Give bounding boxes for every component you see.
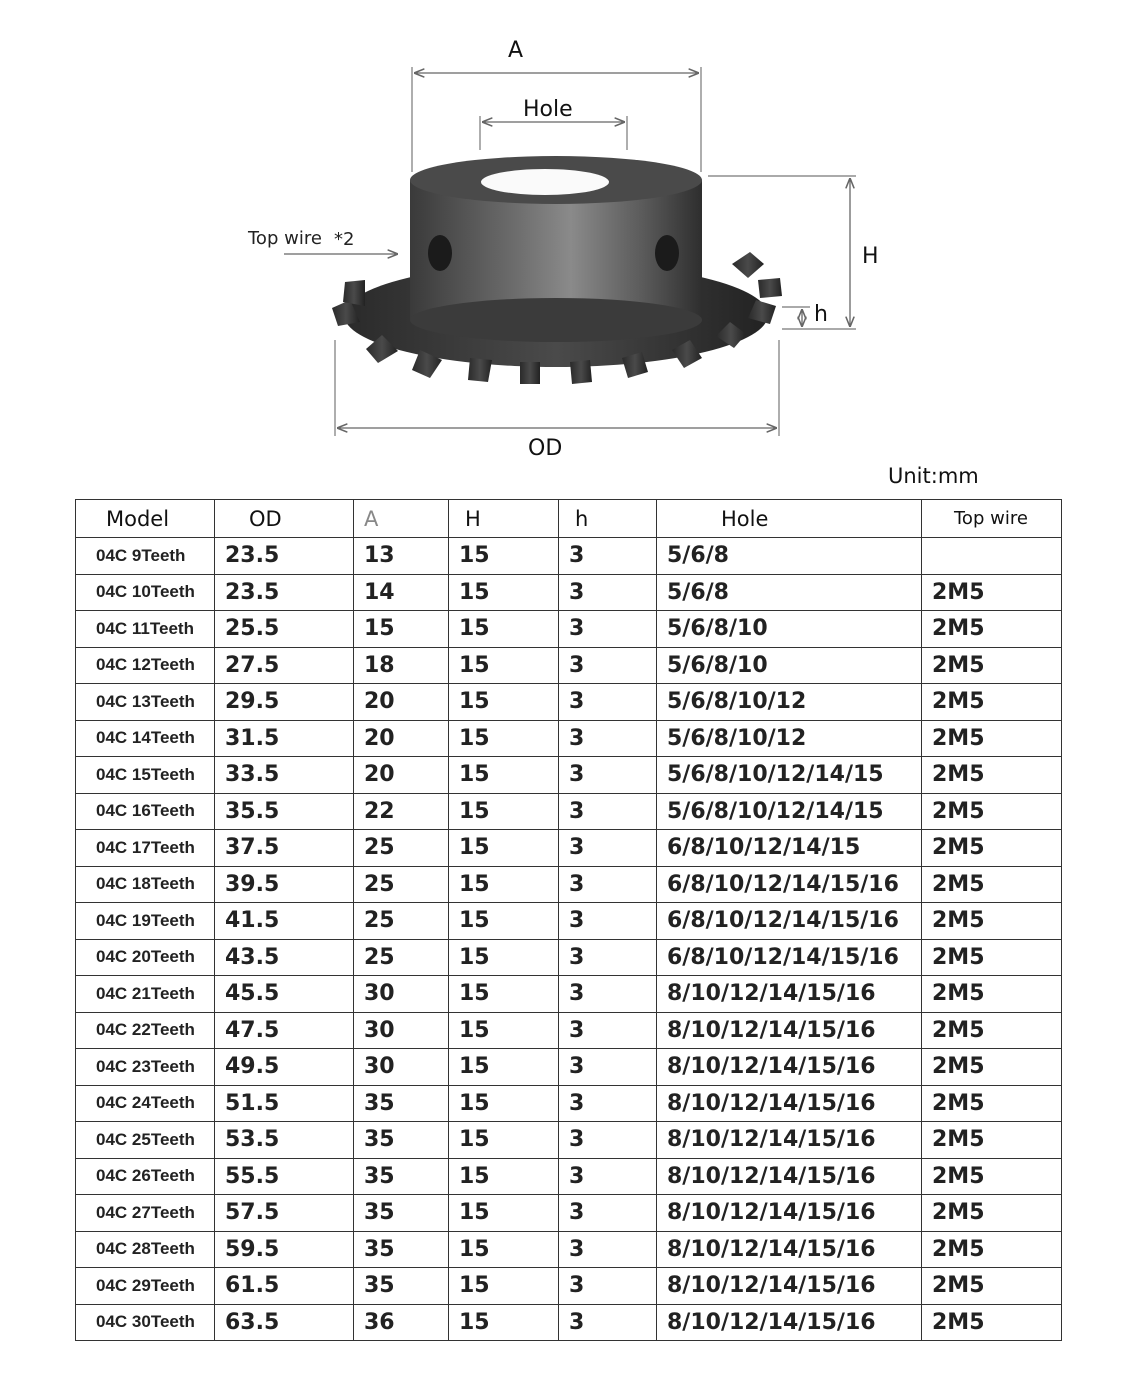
cell-top-wire: 2M5 <box>922 866 1062 903</box>
cell-hole: 5/6/8/10/12/14/15 <box>657 793 922 830</box>
cell-h: 3 <box>559 574 657 611</box>
cell-H: 15 <box>449 574 559 611</box>
cell-od: 35.5 <box>215 793 354 830</box>
cell-a: 25 <box>354 830 449 867</box>
cell-a: 20 <box>354 757 449 794</box>
cell-hole: 5/6/8 <box>657 574 922 611</box>
cell-top-wire: 2M5 <box>922 684 1062 721</box>
header-h: h <box>559 500 657 538</box>
cell-top-wire: 2M5 <box>922 830 1062 867</box>
cell-H: 15 <box>449 720 559 757</box>
header-hole: Hole <box>657 500 922 538</box>
dimension-h <box>782 302 828 327</box>
cell-model: 04C 25Teeth <box>76 1122 215 1159</box>
table-row <box>76 903 1062 940</box>
cell-model: 04C 30Teeth <box>76 1304 215 1341</box>
cell-h: 3 <box>559 1085 657 1122</box>
cell-H: 15 <box>449 903 559 940</box>
cell-hole: 5/6/8/10/12 <box>657 720 922 757</box>
table-row <box>76 1158 1062 1195</box>
table-header <box>76 500 1062 538</box>
cell-hole: 8/10/12/14/15/16 <box>657 1158 922 1195</box>
cell-a: 35 <box>354 1195 449 1232</box>
cell-model: 04C 19Teeth <box>76 903 215 940</box>
label-H: H <box>862 244 879 269</box>
cell-model: 04C 11Teeth <box>76 611 215 648</box>
cell-model: 04C 23Teeth <box>76 1049 215 1086</box>
cell-h: 3 <box>559 1012 657 1049</box>
cell-top-wire: 2M5 <box>922 1268 1062 1305</box>
cell-h: 3 <box>559 647 657 684</box>
cell-H: 15 <box>449 793 559 830</box>
sprocket-illustration <box>332 156 782 384</box>
cell-a: 25 <box>354 939 449 976</box>
cell-a: 25 <box>354 866 449 903</box>
cell-top-wire: 2M5 <box>922 757 1062 794</box>
cell-top-wire: 2M5 <box>922 1085 1062 1122</box>
cell-od: 49.5 <box>215 1049 354 1086</box>
cell-hole: 8/10/12/14/15/16 <box>657 1012 922 1049</box>
table-row <box>76 793 1062 830</box>
cell-od: 43.5 <box>215 939 354 976</box>
cell-a: 30 <box>354 976 449 1013</box>
cell-a: 14 <box>354 574 449 611</box>
cell-h: 3 <box>559 1158 657 1195</box>
sprocket-dimension-diagram <box>0 0 1134 470</box>
cell-od: 45.5 <box>215 976 354 1013</box>
cell-H: 15 <box>449 976 559 1013</box>
cell-H: 15 <box>449 1049 559 1086</box>
header-H: H <box>449 500 559 538</box>
cell-a: 36 <box>354 1304 449 1341</box>
table-row <box>76 1304 1062 1341</box>
cell-h: 3 <box>559 684 657 721</box>
cell-h: 3 <box>559 1231 657 1268</box>
cell-H: 15 <box>449 1268 559 1305</box>
label-od: OD <box>528 436 563 461</box>
cell-od: 61.5 <box>215 1268 354 1305</box>
cell-a: 35 <box>354 1231 449 1268</box>
cell-top-wire: 2M5 <box>922 939 1062 976</box>
cell-hole: 8/10/12/14/15/16 <box>657 1304 922 1341</box>
table-row <box>76 1195 1062 1232</box>
cell-hole: 8/10/12/14/15/16 <box>657 1231 922 1268</box>
cell-top-wire <box>922 538 1062 575</box>
cell-model: 04C 18Teeth <box>76 866 215 903</box>
cell-hole: 8/10/12/14/15/16 <box>657 1085 922 1122</box>
cell-a: 35 <box>354 1268 449 1305</box>
cell-h: 3 <box>559 1195 657 1232</box>
cell-hole: 5/6/8/10/12 <box>657 684 922 721</box>
cell-top-wire: 2M5 <box>922 1304 1062 1341</box>
cell-od: 29.5 <box>215 684 354 721</box>
header-top-wire: Top wire <box>922 500 1062 538</box>
cell-H: 15 <box>449 830 559 867</box>
cell-a: 18 <box>354 647 449 684</box>
specification-table <box>75 499 1062 1341</box>
cell-model: 04C 26Teeth <box>76 1158 215 1195</box>
cell-hole: 5/6/8/10 <box>657 611 922 648</box>
table-row <box>76 1122 1062 1159</box>
cell-top-wire: 2M5 <box>922 647 1062 684</box>
cell-hole: 6/8/10/12/14/15 <box>657 830 922 867</box>
cell-od: 59.5 <box>215 1231 354 1268</box>
bore-hole <box>481 169 609 195</box>
cell-a: 20 <box>354 684 449 721</box>
cell-a: 30 <box>354 1012 449 1049</box>
cell-H: 15 <box>449 1158 559 1195</box>
cell-hole: 8/10/12/14/15/16 <box>657 1195 922 1232</box>
cell-a: 35 <box>354 1158 449 1195</box>
set-screw-hole-right <box>655 235 679 271</box>
table-row <box>76 1268 1062 1305</box>
table-row <box>76 647 1062 684</box>
table-row <box>76 1085 1062 1122</box>
cell-h: 3 <box>559 903 657 940</box>
table-row <box>76 866 1062 903</box>
cell-h: 3 <box>559 830 657 867</box>
cell-top-wire: 2M5 <box>922 793 1062 830</box>
table-row <box>76 1012 1062 1049</box>
cell-od: 57.5 <box>215 1195 354 1232</box>
cell-H: 15 <box>449 538 559 575</box>
cell-top-wire: 2M5 <box>922 976 1062 1013</box>
cell-od: 25.5 <box>215 611 354 648</box>
cell-model: 04C 9Teeth <box>76 538 215 575</box>
cell-top-wire: 2M5 <box>922 903 1062 940</box>
cell-h: 3 <box>559 1268 657 1305</box>
cell-hole: 6/8/10/12/14/15/16 <box>657 939 922 976</box>
cell-hole: 8/10/12/14/15/16 <box>657 1122 922 1159</box>
cell-h: 3 <box>559 793 657 830</box>
cell-h: 3 <box>559 611 657 648</box>
label-a: A <box>508 38 524 63</box>
cell-a: 15 <box>354 611 449 648</box>
cell-H: 15 <box>449 757 559 794</box>
cell-h: 3 <box>559 720 657 757</box>
cell-a: 35 <box>354 1085 449 1122</box>
cell-h: 3 <box>559 538 657 575</box>
cell-H: 15 <box>449 1122 559 1159</box>
cell-hole: 8/10/12/14/15/16 <box>657 1049 922 1086</box>
cell-model: 04C 15Teeth <box>76 757 215 794</box>
cell-od: 27.5 <box>215 647 354 684</box>
cell-H: 15 <box>449 1012 559 1049</box>
cell-H: 15 <box>449 1304 559 1341</box>
cell-od: 63.5 <box>215 1304 354 1341</box>
cell-a: 25 <box>354 903 449 940</box>
callout-top-wire <box>247 228 398 254</box>
label-top-wire-count: *2 <box>334 229 355 250</box>
header-a: A <box>354 500 449 538</box>
cell-model: 04C 28Teeth <box>76 1231 215 1268</box>
cell-od: 39.5 <box>215 866 354 903</box>
cell-h: 3 <box>559 976 657 1013</box>
table-header-row <box>76 500 1062 538</box>
table-body <box>76 538 1062 1341</box>
cell-od: 31.5 <box>215 720 354 757</box>
cell-H: 15 <box>449 684 559 721</box>
cell-hole: 8/10/12/14/15/16 <box>657 1268 922 1305</box>
table-row <box>76 1231 1062 1268</box>
unit-label: Unit:mm <box>888 464 979 488</box>
cell-od: 41.5 <box>215 903 354 940</box>
cell-hole: 5/6/8/10 <box>657 647 922 684</box>
cell-H: 15 <box>449 1085 559 1122</box>
cell-top-wire: 2M5 <box>922 611 1062 648</box>
cell-top-wire: 2M5 <box>922 1231 1062 1268</box>
table-row <box>76 1049 1062 1086</box>
cell-model: 04C 10Teeth <box>76 574 215 611</box>
cell-h: 3 <box>559 939 657 976</box>
cell-H: 15 <box>449 1195 559 1232</box>
cell-a: 22 <box>354 793 449 830</box>
cell-a: 30 <box>354 1049 449 1086</box>
cell-top-wire: 2M5 <box>922 574 1062 611</box>
cell-H: 15 <box>449 647 559 684</box>
table-row <box>76 611 1062 648</box>
cell-h: 3 <box>559 1122 657 1159</box>
cell-H: 15 <box>449 1231 559 1268</box>
cell-od: 47.5 <box>215 1012 354 1049</box>
cell-model: 04C 22Teeth <box>76 1012 215 1049</box>
cell-top-wire: 2M5 <box>922 720 1062 757</box>
header-od: OD <box>215 500 354 538</box>
label-h: h <box>814 302 828 327</box>
cell-od: 51.5 <box>215 1085 354 1122</box>
cell-top-wire: 2M5 <box>922 1012 1062 1049</box>
dimension-hole <box>480 97 627 150</box>
header-model: Model <box>76 500 215 538</box>
cell-model: 04C 21Teeth <box>76 976 215 1013</box>
cell-top-wire: 2M5 <box>922 1158 1062 1195</box>
table-row <box>76 684 1062 721</box>
cell-h: 3 <box>559 866 657 903</box>
cell-od: 55.5 <box>215 1158 354 1195</box>
cell-model: 04C 27Teeth <box>76 1195 215 1232</box>
label-top-wire: Top wire <box>248 228 322 249</box>
cell-od: 23.5 <box>215 574 354 611</box>
cell-top-wire: 2M5 <box>922 1195 1062 1232</box>
cell-model: 04C 17Teeth <box>76 830 215 867</box>
cell-od: 37.5 <box>215 830 354 867</box>
cell-model: 04C 20Teeth <box>76 939 215 976</box>
cell-od: 23.5 <box>215 538 354 575</box>
table-row <box>76 830 1062 867</box>
cell-model: 04C 13Teeth <box>76 684 215 721</box>
cell-hole: 8/10/12/14/15/16 <box>657 976 922 1013</box>
cell-top-wire: 2M5 <box>922 1049 1062 1086</box>
cell-h: 3 <box>559 1049 657 1086</box>
cell-hole: 6/8/10/12/14/15/16 <box>657 866 922 903</box>
cell-model: 04C 12Teeth <box>76 647 215 684</box>
table-row <box>76 939 1062 976</box>
table-row <box>76 720 1062 757</box>
cell-H: 15 <box>449 939 559 976</box>
cell-model: 04C 29Teeth <box>76 1268 215 1305</box>
cell-h: 3 <box>559 757 657 794</box>
table-row <box>76 976 1062 1013</box>
cell-hole: 6/8/10/12/14/15/16 <box>657 903 922 940</box>
cell-h: 3 <box>559 1304 657 1341</box>
cell-top-wire: 2M5 <box>922 1122 1062 1159</box>
cell-H: 15 <box>449 611 559 648</box>
cell-od: 53.5 <box>215 1122 354 1159</box>
set-screw-hole-left <box>428 235 452 271</box>
cell-model: 04C 16Teeth <box>76 793 215 830</box>
table-row <box>76 757 1062 794</box>
cell-hole: 5/6/8/10/12/14/15 <box>657 757 922 794</box>
cell-a: 13 <box>354 538 449 575</box>
cell-model: 04C 24Teeth <box>76 1085 215 1122</box>
cell-a: 20 <box>354 720 449 757</box>
label-hole: Hole <box>523 97 573 122</box>
table-row <box>76 574 1062 611</box>
cell-H: 15 <box>449 866 559 903</box>
cell-a: 35 <box>354 1122 449 1159</box>
cell-hole: 5/6/8 <box>657 538 922 575</box>
cell-od: 33.5 <box>215 757 354 794</box>
cell-model: 04C 14Teeth <box>76 720 215 757</box>
table-row <box>76 538 1062 575</box>
